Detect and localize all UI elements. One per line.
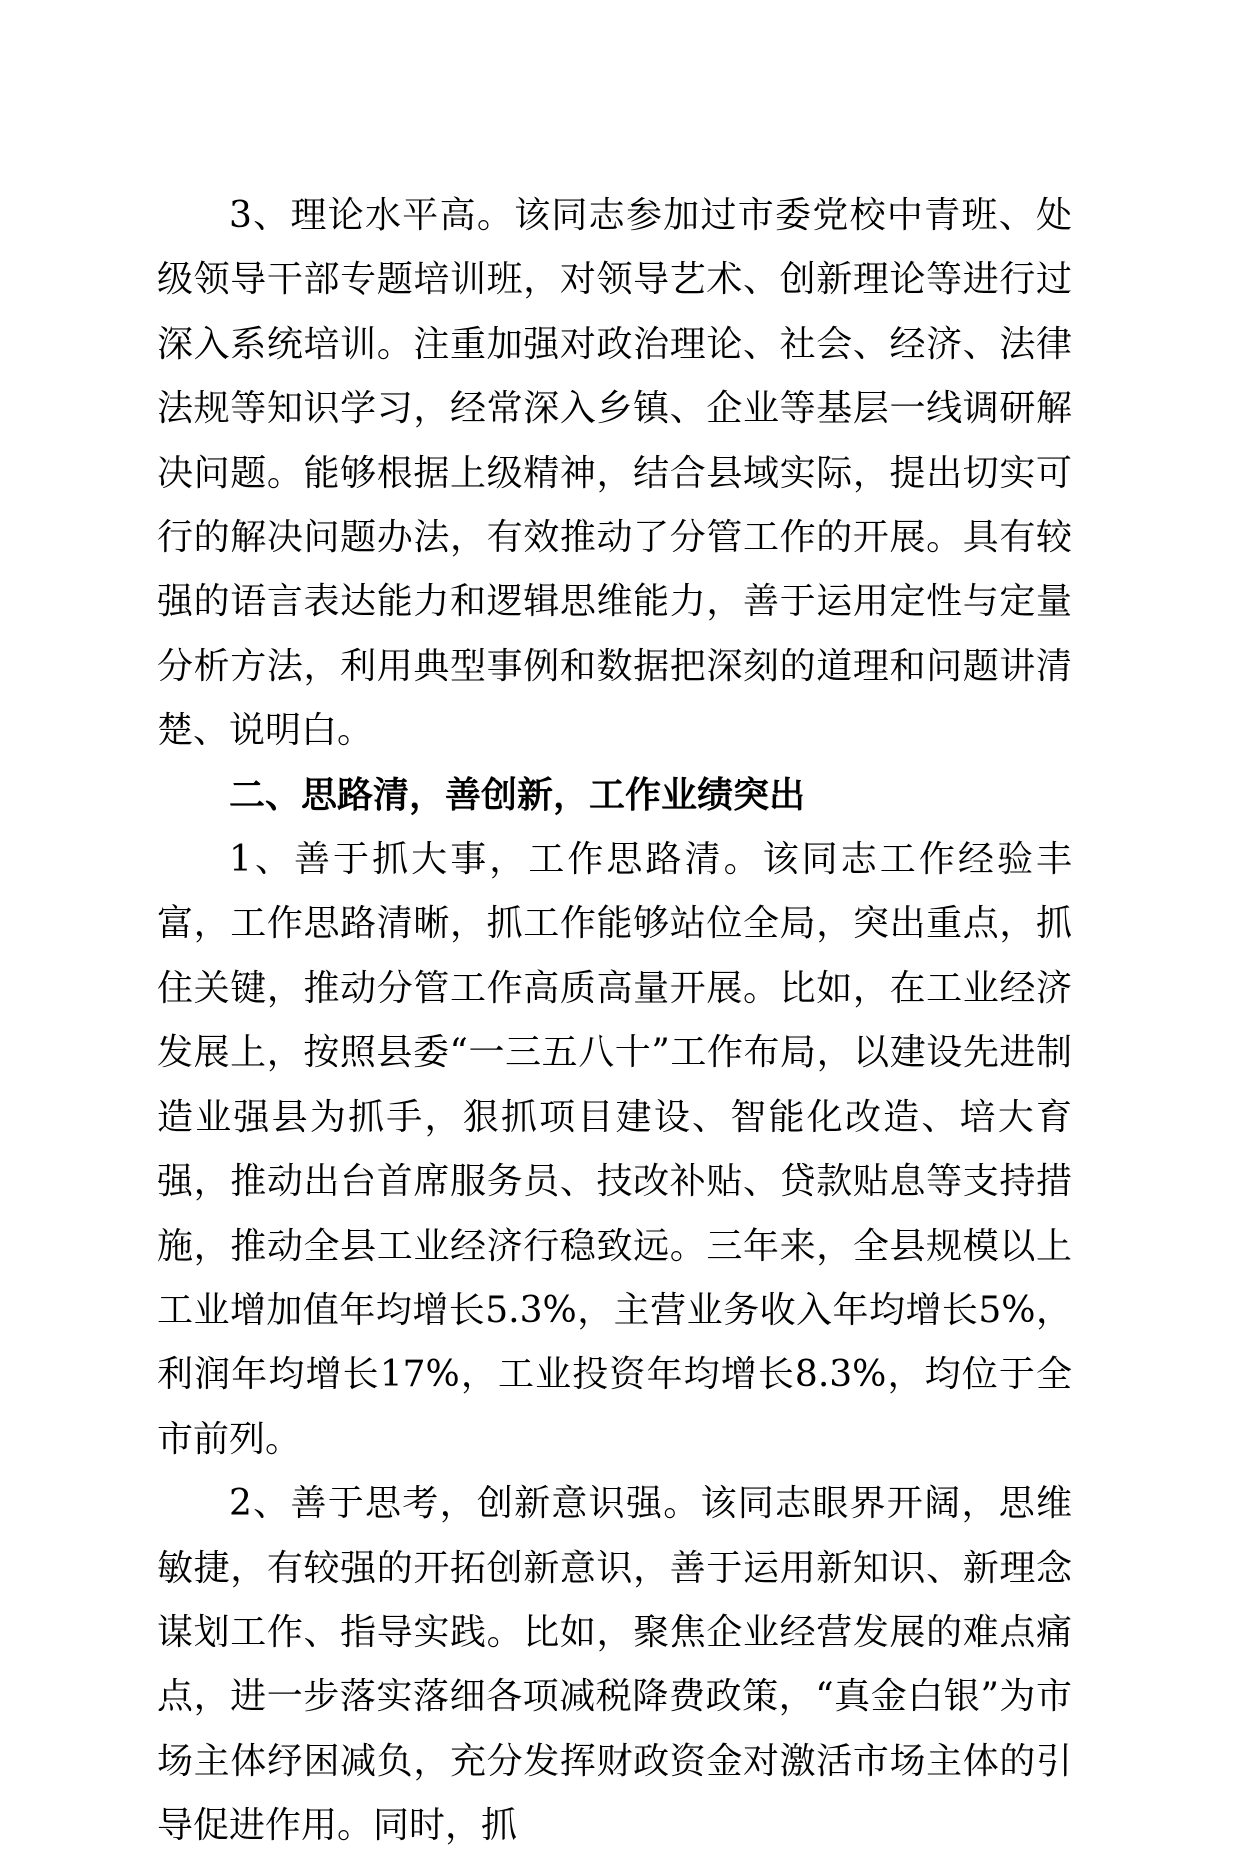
- paragraph-work-approach: 1、善于抓大事，工作思路清。该同志工作经验丰富，工作思路清晰，抓工作能够站位全局，突出重点，抓住关键，推动分管工作高质高量开展。比如，在工业经济发展上，按照县委“一三五八十”工作布局，以建设先进制造业强县为抓手，狠抓项目建设、智能化改造、培大育强，推动出台首席服务员、技改补贴、贷款贴息等支持措施，推动全县工业经济行稳致远。三年来，全县规模以上工业增加值年均增长5.3%，主营业务收入年均增长5%，利润年均增长17%，工业投资年均增长8.3%，均位于全市前列。: [157, 839, 1072, 1460]
- document-body: [157, 184, 1072, 1859]
- paragraph-theory-level: 3、理论水平高。该同志参加过市委党校中青班、处级领导干部专题培训班，对领导艺术、创新理论等进行过深入系统培训。注重加强对政治理论、社会、经济、法律法规等知识学习，经常深入乡镇、企业等基层一线调研解决问题。能够根据上级精神，结合县域实际，提出切实可行的解决问题办法，有效推动了分管工作的开展。具有较强的语言表达能力和逻辑思维能力，善于运用定性与定量分析方法，利用典型事例和数据把深刻的道理和问题讲清楚、说明白。: [157, 195, 1072, 752]
- section-heading-2: 二、思路清，善创新，工作业绩突出: [229, 774, 806, 816]
- paragraph-innovation: 2、善于思考，创新意识强。该同志眼界开阔，思维敏捷，有较强的开拓创新意识，善于运用新知识、新理念谋划工作、指导实践。比如，聚焦企业经营发展的难点痛点，进一步落实落细各项减税降费政策，“真金白银”为市场主体纾困减负，充分发挥财政资金对激活市场主体的引导促进作用。同时，抓: [157, 1483, 1072, 1847]
